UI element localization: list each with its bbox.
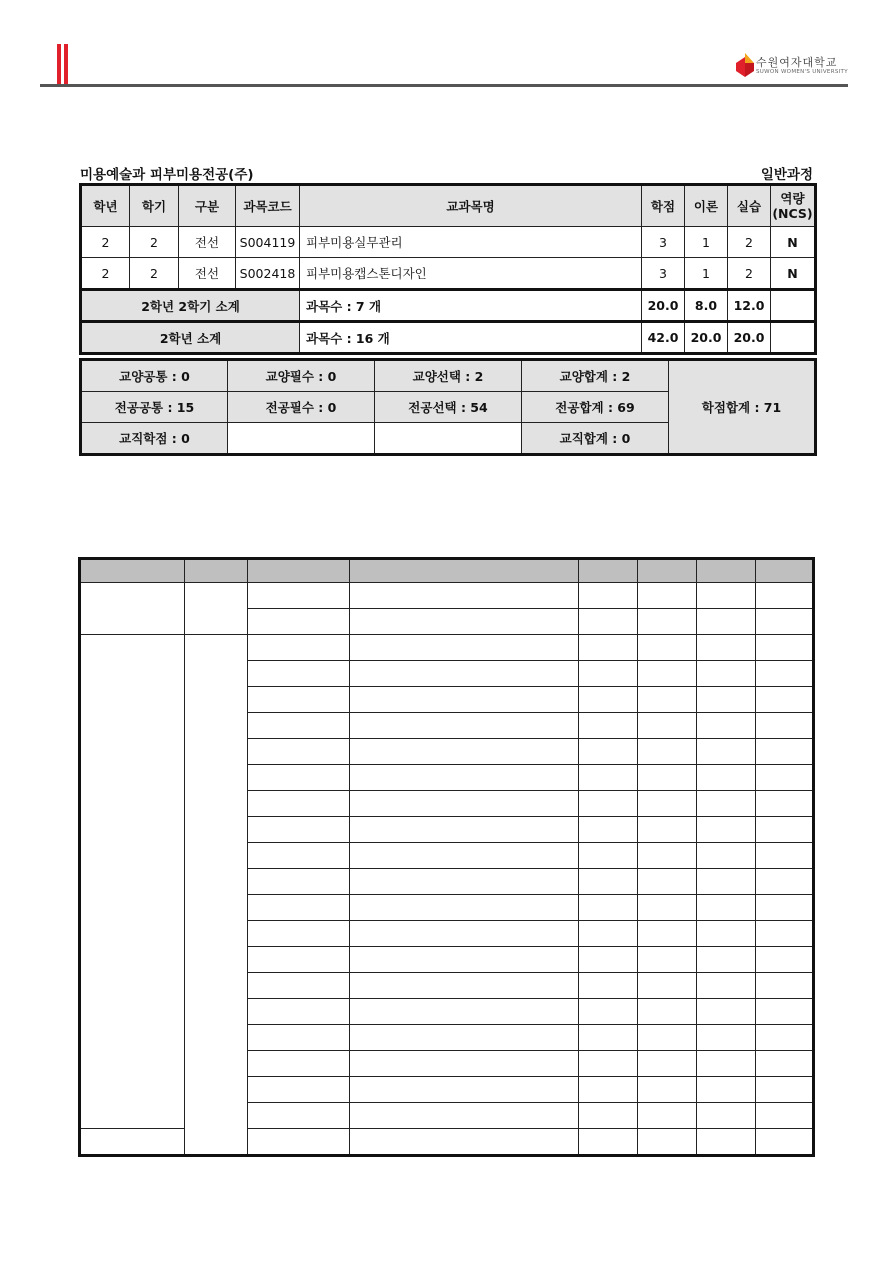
grid-cell (638, 1025, 697, 1051)
cell-credit: 3 (642, 227, 685, 258)
cell-practice: 2 (728, 258, 771, 290)
grid-cell (638, 583, 697, 609)
grid-cell (697, 1103, 756, 1129)
semester-subtotal-row (81, 290, 816, 322)
grid-cell (756, 843, 814, 869)
header-credit: 학점 (642, 185, 685, 227)
grid-cell (248, 583, 350, 609)
major-common-credits: 전공공통 : 15 (81, 392, 228, 423)
grid-cell (579, 1051, 638, 1077)
major-required-credits: 전공필수 : 0 (228, 392, 375, 423)
cell-semester: 2 (130, 227, 179, 258)
grid-cell (350, 765, 579, 791)
grid-cell (697, 947, 756, 973)
grid-cell (579, 895, 638, 921)
grid-cell (756, 1103, 814, 1129)
year-subtotal-row (81, 322, 816, 354)
grid-cell (579, 791, 638, 817)
empty-cell (375, 423, 522, 455)
grid-header-cell (756, 559, 814, 583)
cell-code: S002418 (236, 258, 300, 290)
grid-cell (350, 1077, 579, 1103)
grid-cell (579, 999, 638, 1025)
grid-header-cell (697, 559, 756, 583)
grid-cell (350, 999, 579, 1025)
grid-cell (638, 1129, 697, 1156)
grid-cell (638, 817, 697, 843)
grid-cell (756, 765, 814, 791)
grid-cell (579, 739, 638, 765)
grid-cell (756, 739, 814, 765)
grid-cell (756, 1051, 814, 1077)
grid-cell (579, 947, 638, 973)
grid-cell (248, 921, 350, 947)
grid-cell (350, 583, 579, 609)
cell-course-name: 피부미용실무관리 (300, 227, 642, 258)
grid-cell (579, 869, 638, 895)
grid-cell (756, 895, 814, 921)
grid-cell (248, 1051, 350, 1077)
grid-header-row (80, 559, 814, 583)
grid-cell (697, 921, 756, 947)
header-course-name: 교과목명 (300, 185, 642, 227)
cell-code: S004119 (236, 227, 300, 258)
grid-cell (638, 869, 697, 895)
grid-cell (350, 947, 579, 973)
grid-cell (350, 843, 579, 869)
general-common-credits: 교양공통 : 0 (81, 360, 228, 392)
table-row (81, 227, 816, 258)
grid-cell (697, 609, 756, 635)
header-practice: 실습 (728, 185, 771, 227)
grid-cell (756, 583, 814, 609)
cell-theory: 1 (685, 258, 728, 290)
grid-cell (248, 687, 350, 713)
grid-cell (579, 1025, 638, 1051)
grid-cell (638, 687, 697, 713)
grid-cell (638, 999, 697, 1025)
grid-cell (80, 635, 185, 1129)
grid-cell (638, 765, 697, 791)
grid-cell (579, 1103, 638, 1129)
grid-cell (756, 869, 814, 895)
grid-cell (248, 1077, 350, 1103)
grid-cell (697, 661, 756, 687)
grid-cell (756, 661, 814, 687)
grid-cell (638, 1051, 697, 1077)
subtotal-ncs-blank (771, 322, 816, 354)
grid-cell (697, 687, 756, 713)
grid-cell (697, 999, 756, 1025)
major-elective-credits: 전공선택 : 54 (375, 392, 522, 423)
grid-cell (638, 739, 697, 765)
grid-cell (638, 895, 697, 921)
department-title: 미용예술과 피부미용전공(주) (80, 167, 254, 183)
grid-cell (248, 947, 350, 973)
grid-cell (248, 817, 350, 843)
general-total-credits: 교양합계 : 2 (522, 360, 669, 392)
course-table (79, 183, 817, 355)
grid-cell (579, 687, 638, 713)
grid-cell (579, 661, 638, 687)
teaching-total-credits: 교직합계 : 0 (522, 423, 669, 455)
grid-header-cell (80, 559, 185, 583)
university-logo-icon (736, 53, 754, 77)
grid-cell (350, 791, 579, 817)
cell-year: 2 (81, 227, 130, 258)
grid-cell (350, 635, 579, 661)
grid-cell (756, 791, 814, 817)
grid-cell (350, 895, 579, 921)
grid-cell (248, 609, 350, 635)
grid-row (80, 635, 814, 661)
grid-cell (350, 1129, 579, 1156)
header-year: 학년 (81, 185, 130, 227)
grid-cell (756, 1129, 814, 1156)
grid-cell (579, 635, 638, 661)
grid-cell (638, 973, 697, 999)
subtotal-practice: 20.0 (728, 322, 771, 354)
grid-cell (350, 869, 579, 895)
grid-cell (697, 895, 756, 921)
header-theory: 이론 (685, 185, 728, 227)
university-name-ko: 수원여자대학교 (756, 56, 838, 69)
grid-cell (350, 973, 579, 999)
cell-ncs: N (771, 227, 816, 258)
grid-cell (350, 713, 579, 739)
grid-cell (756, 635, 814, 661)
grid-cell (248, 635, 350, 661)
university-logo (736, 53, 848, 79)
grid-cell (248, 791, 350, 817)
grid-cell (697, 1129, 756, 1156)
cell-course-name: 피부미용캡스톤디자인 (300, 258, 642, 290)
grid-cell (248, 1129, 350, 1156)
grid-cell (697, 1025, 756, 1051)
grid-cell (697, 713, 756, 739)
header-semester: 학기 (130, 185, 179, 227)
grid-cell (350, 1051, 579, 1077)
credit-row-general (81, 360, 816, 392)
header-code: 과목코드 (236, 185, 300, 227)
subtotal-label: 2학년 소계 (81, 322, 300, 354)
grid-cell (185, 635, 248, 1156)
subtotal-credit: 20.0 (642, 290, 685, 322)
grid-header-cell (579, 559, 638, 583)
subtotal-course-count: 과목수 : 7 개 (300, 290, 642, 322)
subtotal-practice: 12.0 (728, 290, 771, 322)
grid-cell (756, 1025, 814, 1051)
grid-cell (579, 765, 638, 791)
grid-cell (697, 817, 756, 843)
grid-cell (638, 635, 697, 661)
grid-cell (756, 1077, 814, 1103)
subtotal-credit: 42.0 (642, 322, 685, 354)
grid-cell (185, 583, 248, 635)
grid-cell (638, 661, 697, 687)
cell-ncs: N (771, 258, 816, 290)
grid-header-cell (248, 559, 350, 583)
grid-cell (697, 973, 756, 999)
grid-cell (756, 687, 814, 713)
grid-cell (579, 1129, 638, 1156)
grid-cell (756, 947, 814, 973)
grid-cell (579, 843, 638, 869)
cell-practice: 2 (728, 227, 771, 258)
grid-cell (579, 713, 638, 739)
grid-cell (638, 843, 697, 869)
grid-header-cell (185, 559, 248, 583)
header-ncs: 역량 (NCS) (771, 185, 816, 227)
grid-cell (248, 843, 350, 869)
grid-cell (756, 713, 814, 739)
grid-cell (756, 973, 814, 999)
university-name-en: SUWON WOMEN'S UNIVERSITY (756, 69, 848, 75)
grid-header-cell (638, 559, 697, 583)
major-total-credits: 전공합계 : 69 (522, 392, 669, 423)
grid-cell (756, 817, 814, 843)
grid-cell (80, 583, 185, 635)
cell-year: 2 (81, 258, 130, 290)
header-category: 구분 (179, 185, 236, 227)
cell-credit: 3 (642, 258, 685, 290)
grid-row (80, 583, 814, 609)
grid-cell (638, 791, 697, 817)
grid-cell (638, 1103, 697, 1129)
grid-cell (80, 1129, 185, 1156)
course-type-label: 일반과정 (760, 167, 813, 183)
grid-cell (350, 817, 579, 843)
grid-cell (579, 921, 638, 947)
grid-cell (579, 583, 638, 609)
grid-cell (697, 1051, 756, 1077)
cell-category: 전선 (179, 258, 236, 290)
grid-cell (350, 1103, 579, 1129)
empty-cell (228, 423, 375, 455)
header-accent-bar-left (57, 44, 61, 84)
grid-cell (350, 921, 579, 947)
credit-summary-table (79, 358, 817, 456)
cell-semester: 2 (130, 258, 179, 290)
subtotal-course-count: 과목수 : 16 개 (300, 322, 642, 354)
grid-cell (248, 739, 350, 765)
course-table-header (81, 185, 816, 227)
grid-cell (350, 1025, 579, 1051)
grid-cell (248, 999, 350, 1025)
grid-cell (579, 973, 638, 999)
empty-grid-table (78, 557, 815, 1157)
subtotal-theory: 8.0 (685, 290, 728, 322)
grid-cell (248, 869, 350, 895)
grid-cell (697, 869, 756, 895)
grid-cell (697, 765, 756, 791)
grid-cell (697, 583, 756, 609)
grid-cell (579, 609, 638, 635)
grid-cell (756, 999, 814, 1025)
subtotal-ncs-blank (771, 290, 816, 322)
grid-cell (248, 895, 350, 921)
grid-cell (579, 817, 638, 843)
grid-cell (756, 609, 814, 635)
grid-cell (579, 1077, 638, 1103)
grid-cell (756, 921, 814, 947)
subtotal-label: 2학년 2학기 소계 (81, 290, 300, 322)
grid-cell (697, 739, 756, 765)
grid-cell (697, 635, 756, 661)
cell-theory: 1 (685, 227, 728, 258)
grid-cell (697, 791, 756, 817)
cell-category: 전선 (179, 227, 236, 258)
header-rule (40, 84, 848, 87)
general-required-credits: 교양필수 : 0 (228, 360, 375, 392)
grid-cell (350, 661, 579, 687)
grid-cell (350, 687, 579, 713)
grid-cell (638, 947, 697, 973)
grid-cell (248, 1025, 350, 1051)
grid-cell (638, 713, 697, 739)
grid-cell (248, 1103, 350, 1129)
grid-cell (248, 713, 350, 739)
teaching-credits: 교직학점 : 0 (81, 423, 228, 455)
grid-cell (248, 661, 350, 687)
grid-cell (638, 1077, 697, 1103)
header-accent-bar-right (64, 44, 68, 84)
grid-header-cell (350, 559, 579, 583)
grand-total-credits: 학점합계 : 71 (669, 360, 816, 455)
general-elective-credits: 교양선택 : 2 (375, 360, 522, 392)
grid-cell (638, 609, 697, 635)
grid-cell (697, 843, 756, 869)
grid-cell (248, 765, 350, 791)
grid-cell (638, 921, 697, 947)
subtotal-theory: 20.0 (685, 322, 728, 354)
grid-cell (697, 1077, 756, 1103)
grid-cell (350, 609, 579, 635)
grid-cell (350, 739, 579, 765)
table-row (81, 258, 816, 290)
grid-cell (248, 973, 350, 999)
